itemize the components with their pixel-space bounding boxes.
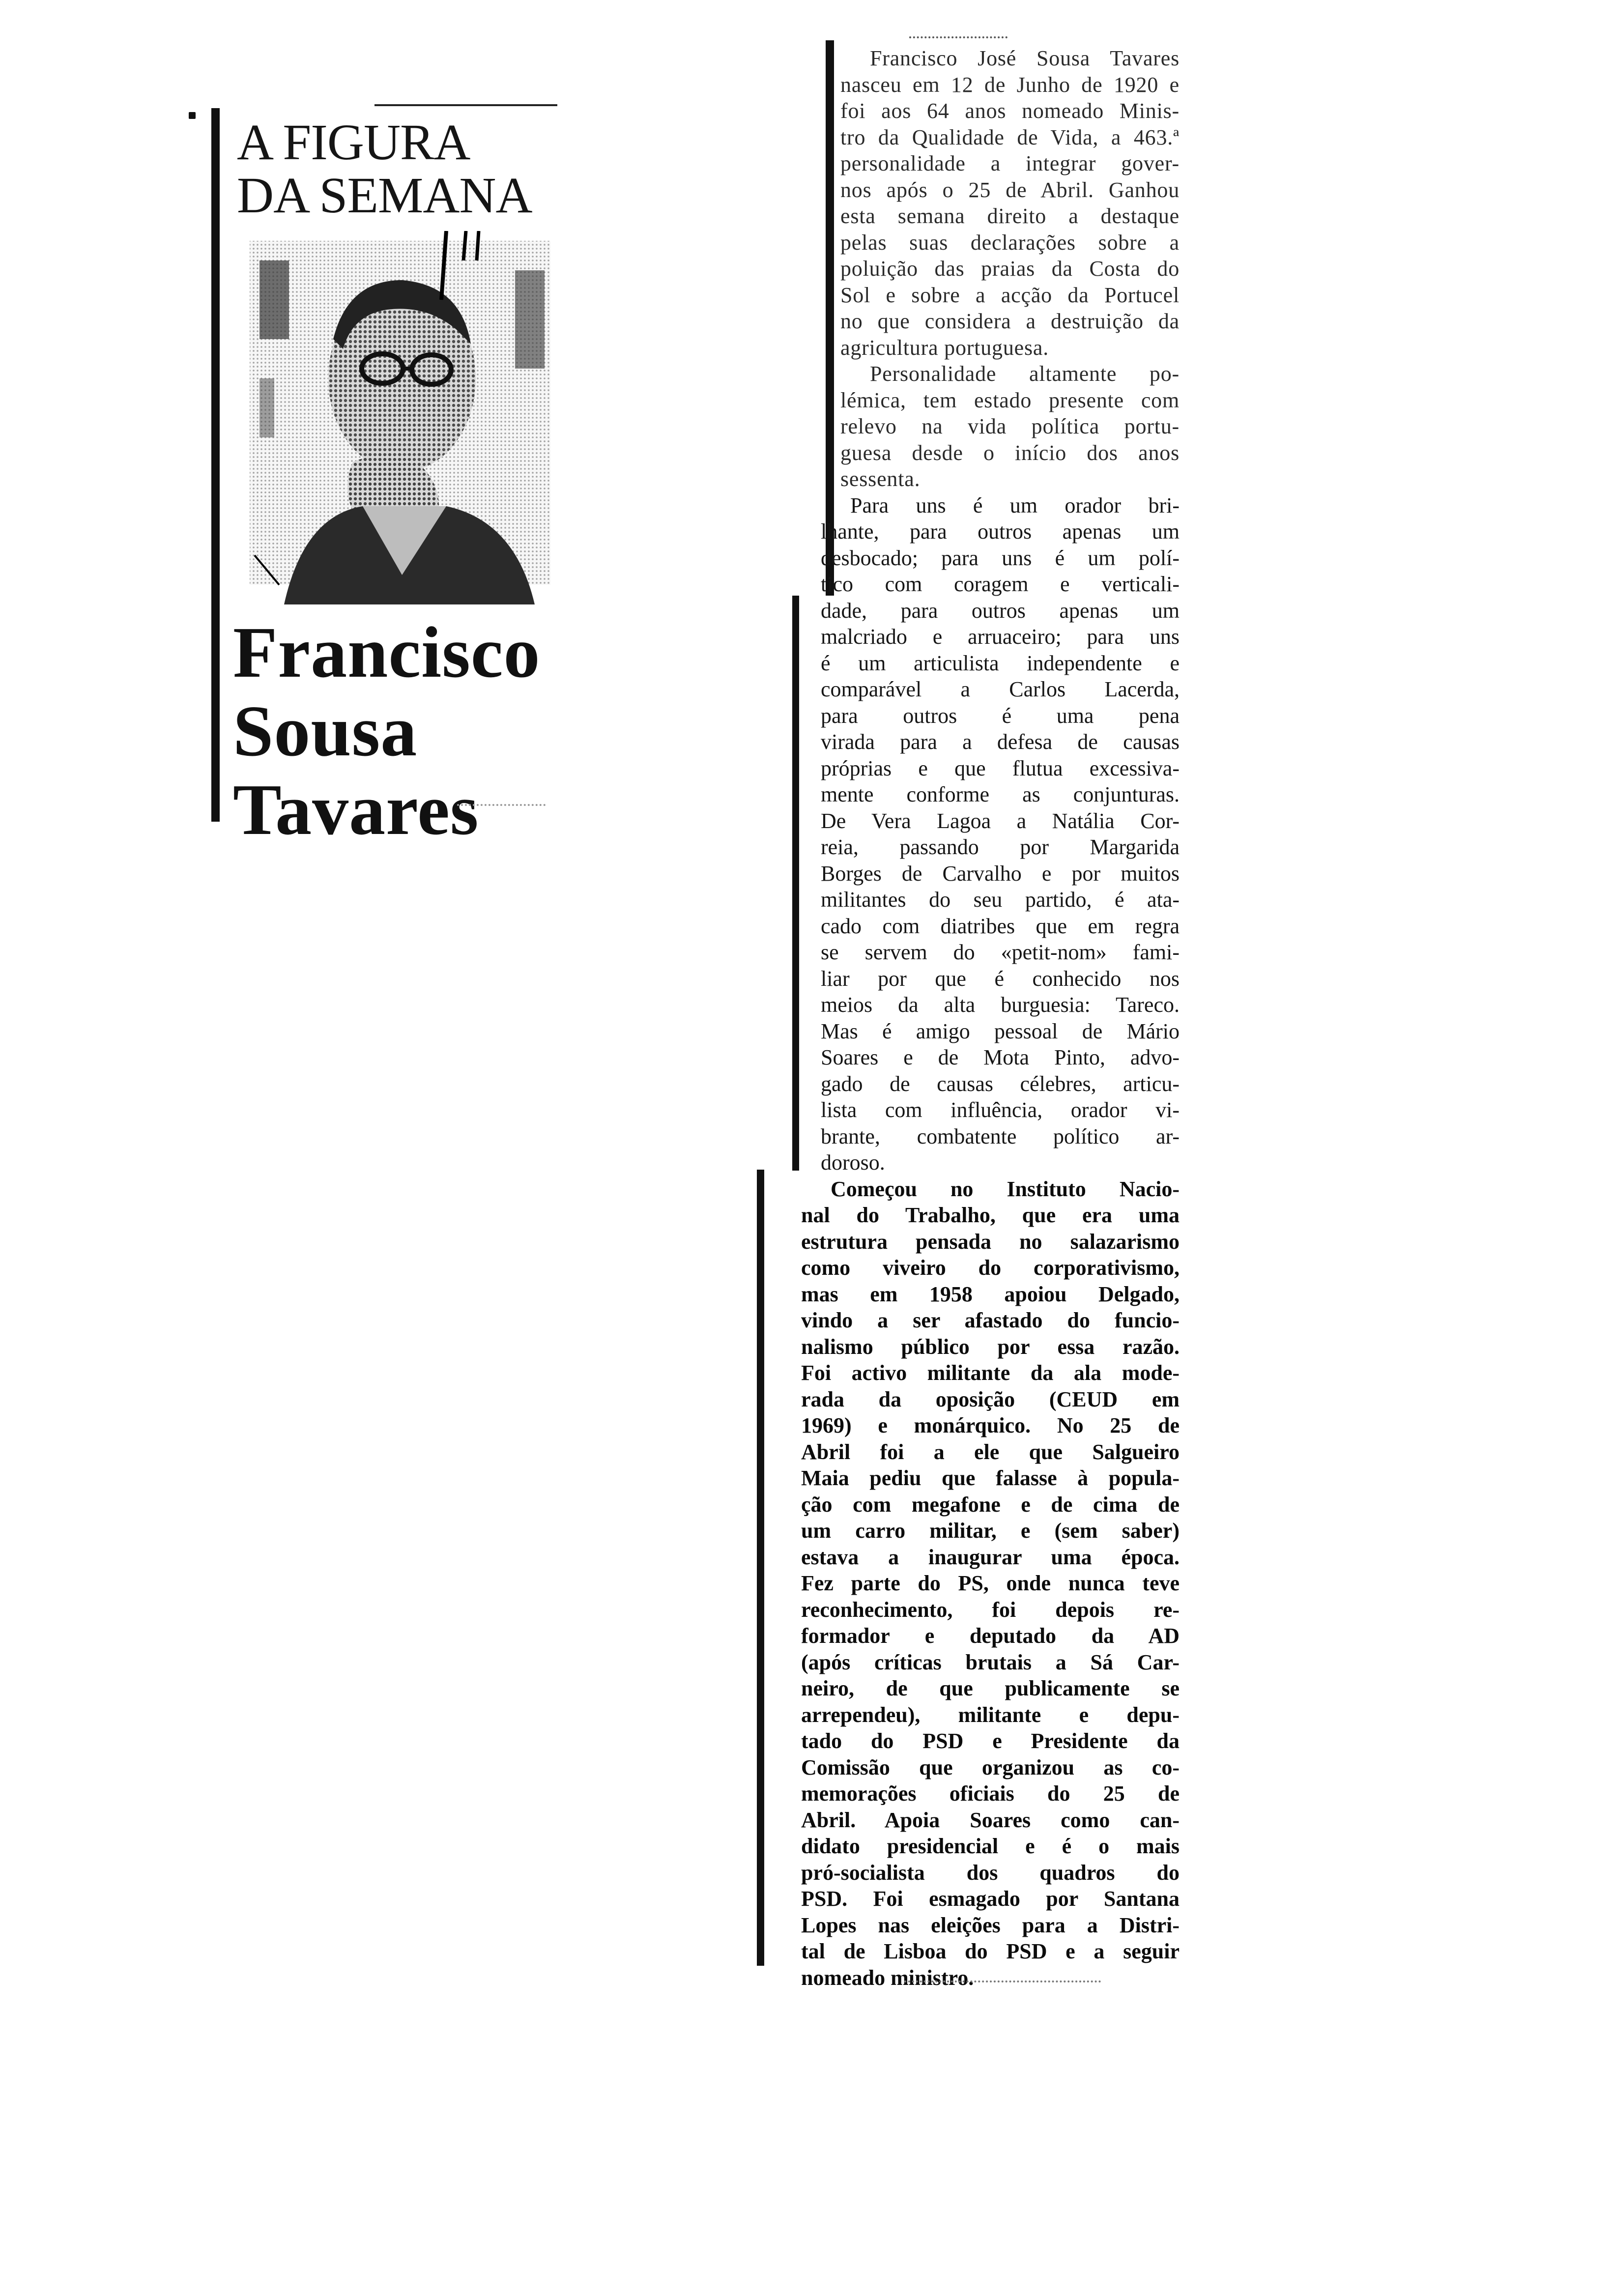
article-line: liar por que é conhecido nos [821,966,1180,991]
name-line-2: Sousa [233,691,418,772]
article-line: Francisco José Sousa Tavares [870,46,1180,70]
article-line: comparável a Carlos Lacerda, [821,677,1180,701]
article-line: 1969) e monárquico. No 25 de [801,1413,1180,1437]
article-line: Personalidade altamente po- [870,362,1180,386]
left-column-bar [211,108,220,822]
article-line: tico com coragem e verticali- [821,572,1180,596]
article-line: um carro militar, e (sem saber) [801,1519,1180,1543]
article-line: próprias e que flutua excessiva- [821,756,1180,780]
article-line: Sol e sobre a acção da Portucel [840,283,1180,307]
article-line: reconhecimento, foi depois re- [801,1597,1180,1622]
article-line: estrutura pensada no salazarismo [801,1229,1180,1254]
article-line: militantes do seu partido, é ata- [821,888,1180,912]
bottom-rule [904,1980,1101,1984]
article-line: meios da alta burguesia: Tareco. [821,993,1180,1017]
article-line: (após críticas brutais a Sá Car- [801,1650,1180,1674]
article-line: como viveiro do corporativismo, [801,1256,1180,1280]
article-line: lémica, tem estado presente com [840,388,1180,412]
kicker-line-2: DA SEMANA [237,167,532,224]
article-bar-bottom [757,1170,764,1966]
article-line: ção com megafone e de cima de [801,1492,1180,1517]
article-line: para outros é uma pena [821,703,1180,728]
article-line: reia, passando por Margarida [821,835,1180,859]
article-line: relevo na vida política portu- [840,414,1180,438]
article-line: pró-socialista dos quadros do [801,1860,1180,1885]
article-line: tado do PSD e Presidente da [801,1729,1180,1753]
article-paragraph-4 [801,1176,1180,1991]
name-line-3: Tavares [233,770,479,850]
article-line: lista com influência, orador vi- [821,1098,1180,1122]
article-line: sessenta. [840,467,921,491]
article-line: guesa desde o início dos anos [840,440,1180,465]
article-line: cado com diatribes que em regra [821,914,1180,938]
article-line: doroso. [821,1150,885,1175]
article-line: poluição das praias da Costa do [840,257,1180,281]
article-line: nos após o 25 de Abril. Ganhou [840,177,1180,202]
name-trail-dots [457,804,546,808]
article-paragraph-3 [821,492,1180,1176]
article-line: esta semana direito a destaque [840,204,1180,228]
article-line: se servem do «petit-nom» fami- [821,940,1180,964]
article-line: brante, combatente político ar- [821,1124,1180,1148]
article-line: memorações oficiais do 25 de [801,1781,1180,1806]
article-line: personalidade a integrar gover- [840,151,1180,175]
article-line: neiro, de que publicamente se [801,1676,1180,1700]
section-kicker [237,116,532,222]
article-line: Abril. Apoia Soares como can- [801,1808,1180,1832]
article-line: nasceu em 12 de Junho de 1920 e [840,72,1180,97]
article-line: estava a inaugurar uma época. [801,1545,1180,1569]
article-line: mente conforme as conjunturas. [821,782,1180,806]
portrait-photo [240,231,560,604]
article-line: mas em 1958 apoiou Delgado, [801,1282,1180,1306]
article-body [801,45,1180,1991]
article-line: vindo a ser afastado do funcio- [801,1308,1180,1332]
article-line: tro da Qualidade de Vida, a 463.ª [840,125,1180,149]
top-speck [909,36,1008,40]
portrait-icon [240,231,560,604]
article-paragraph-2 [840,361,1180,492]
article-line: Para uns é um orador bri- [850,493,1180,517]
article-line: didato presidencial e é o mais [801,1834,1180,1858]
article-line: dade, para outros apenas um [821,598,1180,623]
article-line: Lopes nas eleições para a Distri- [801,1913,1180,1937]
article-line: é um articulista independente e [821,651,1180,675]
article-line: Abril foi a ele que Salgueiro [801,1439,1180,1464]
article-line: nalismo público por essa razão. [801,1334,1180,1359]
article-line: tal de Lisboa do PSD e a seguir [801,1939,1180,1963]
article-line: arrependeu), militante e depu- [801,1702,1180,1727]
article-line: Comissão que organizou as co- [801,1755,1180,1779]
article-line: Borges de Carvalho e por muitos [821,861,1180,886]
article-line: pelas suas declarações sobre a [840,230,1180,255]
article-paragraph-1 [840,45,1180,361]
article-line: Começou no Instituto Nacio- [831,1177,1180,1201]
article-line: desbocado; para uns é um polí- [821,545,1180,570]
article-line: Mas é amigo pessoal de Mário [821,1019,1180,1043]
article-line: malcriado e arruaceiro; para uns [821,625,1180,649]
article-line: PSD. Foi esmagado por Santana [801,1887,1180,1911]
article-line: no que considera a destruição da [840,309,1180,333]
article-line: Fez parte do PS, onde nunca teve [801,1571,1180,1595]
article-line: foi aos 64 anos nomeado Minis- [840,99,1180,123]
article-line: virada para a defesa de causas [821,730,1180,754]
header-rule [374,104,557,106]
article-line: rada da oposição (CEUD em [801,1387,1180,1411]
article-line: Foi activo militante da ala mode- [801,1361,1180,1385]
article-bar-middle [792,596,799,1171]
article-line: nal do Trabalho, que era uma [801,1203,1180,1227]
article-line: Maia pediu que falasse à popula- [801,1466,1180,1490]
article-line: agricultura portuguesa. [840,335,1049,360]
article-line: Soares e de Mota Pinto, advo- [821,1045,1180,1069]
article-line: formador e deputado da AD [801,1624,1180,1648]
article-line: gado de causas célebres, articu- [821,1071,1180,1096]
subject-name [233,613,541,849]
kicker-line-1: A FIGURA [237,114,470,171]
article-line: nomeado ministro. [801,1965,974,1990]
article-line: De Vera Lagoa a Natália Cor- [821,808,1180,833]
name-line-1: Francisco [233,612,541,693]
bullet-mark [189,112,196,119]
article-line: lhante, para outros apenas um [821,519,1180,544]
